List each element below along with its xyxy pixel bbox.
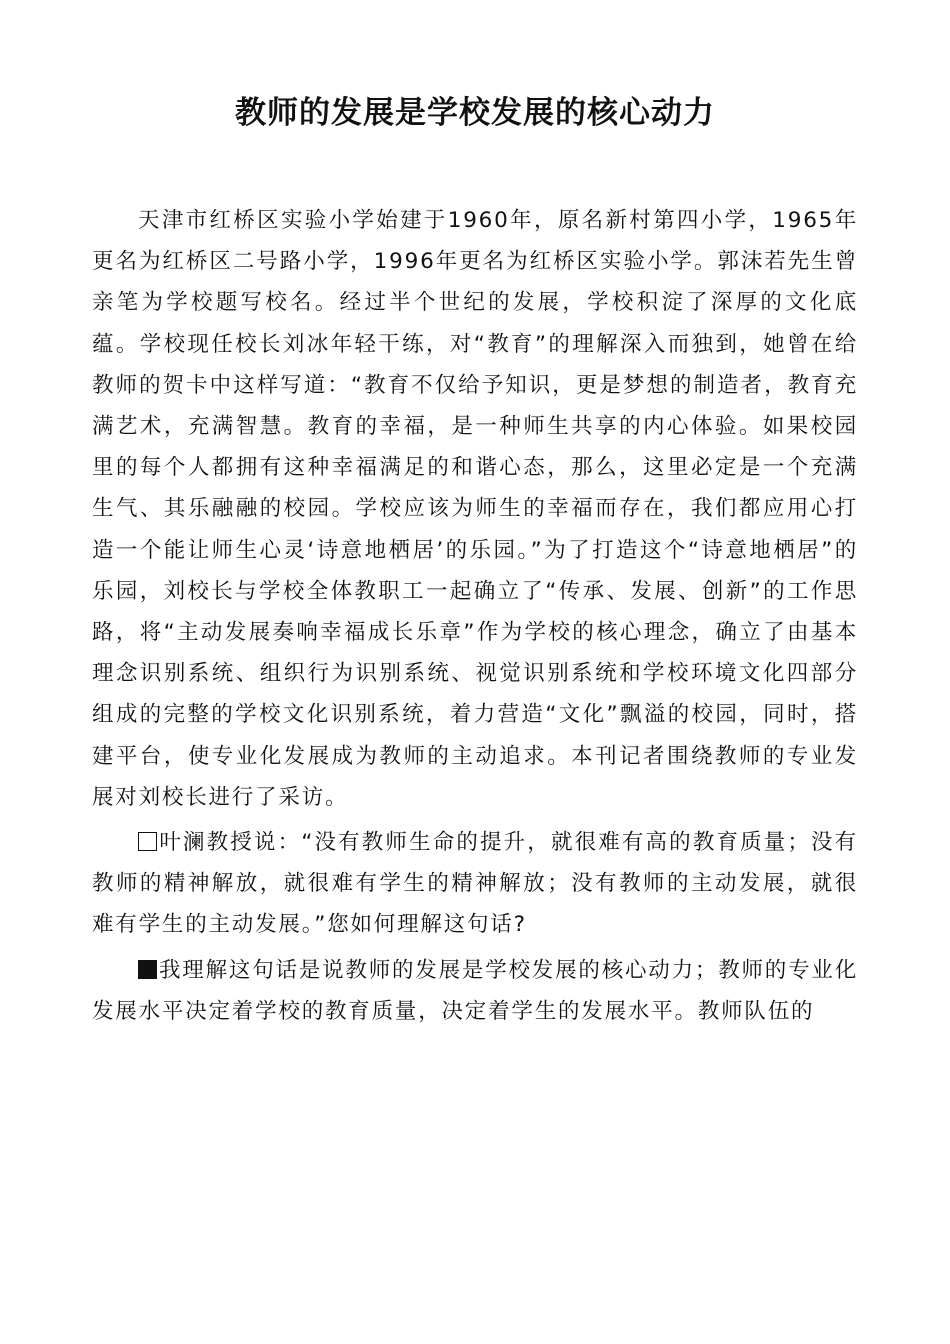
question-paragraph bbox=[92, 822, 858, 946]
document-title: 教师的发展是学校发展的核心动力 bbox=[235, 95, 715, 131]
hollow-square-icon bbox=[138, 832, 157, 851]
document-body bbox=[92, 200, 858, 1032]
solid-square-icon bbox=[138, 960, 157, 979]
intro-paragraph bbox=[92, 200, 858, 818]
answer-text: 我理解这句话是说教师的发展是学校发展的核心动力；教师的专业化发展水平决定着学校的教育质量，决定着学生的发展水平。教师队伍的 bbox=[92, 957, 859, 1024]
intro-text: 天津市红桥区实验小学始建于1960年，原名新村第四小学，1965年更名为红桥区二号路小学，1996年更名为红桥区实验小学。郭沫若先生曾亲笔为学校题写校名。经过半个世纪的发展，学校积淀了深厚的文化底蕴。学校现任校长刘冰年轻干练，对“教育”的理解深入而独到，她曾在给教师的贺卡中这样写道：“教育不仅给予知识，更是梦想的制造者，教育充满艺术，充满智慧。教育的幸福，是一种师生共享的内心体验。如果校园里的每个人都拥有这种幸福满足的和谐心态，那么，这里必定是一个充满生气、其乐融融的校园。学校应该为师生的幸福而存在，我们都应用心打造一个能让师生心灵‘诗意地栖居’的乐园。”为了打造这个“诗意地栖居”的乐园，刘校长与学校全体教职工一起确立了“传承、发展、创新”的工作思路，将“主动发展奏响幸福成长乐章”作为学校的核心理念，确立了由基本理念识别系统、组织行为识别系统、视觉识别系统和学校环境文化四部分组成的完整的学校文化识别系统，着力营造“文化”飘溢的校园，同时，搭建平台，使专业化发展成为教师的主动追求。本刊记者围绕教师的专业发展对刘校长进行了采访。 bbox=[92, 208, 858, 810]
answer-paragraph bbox=[92, 950, 858, 1032]
question-text: 叶澜教授说：“没有教师生命的提升，就很难有高的教育质量；没有教师的精神解放，就很难有学生的精神解放；没有教师的主动发展，就很难有学生的主动发展。”您如何理解这句话? bbox=[92, 830, 858, 938]
